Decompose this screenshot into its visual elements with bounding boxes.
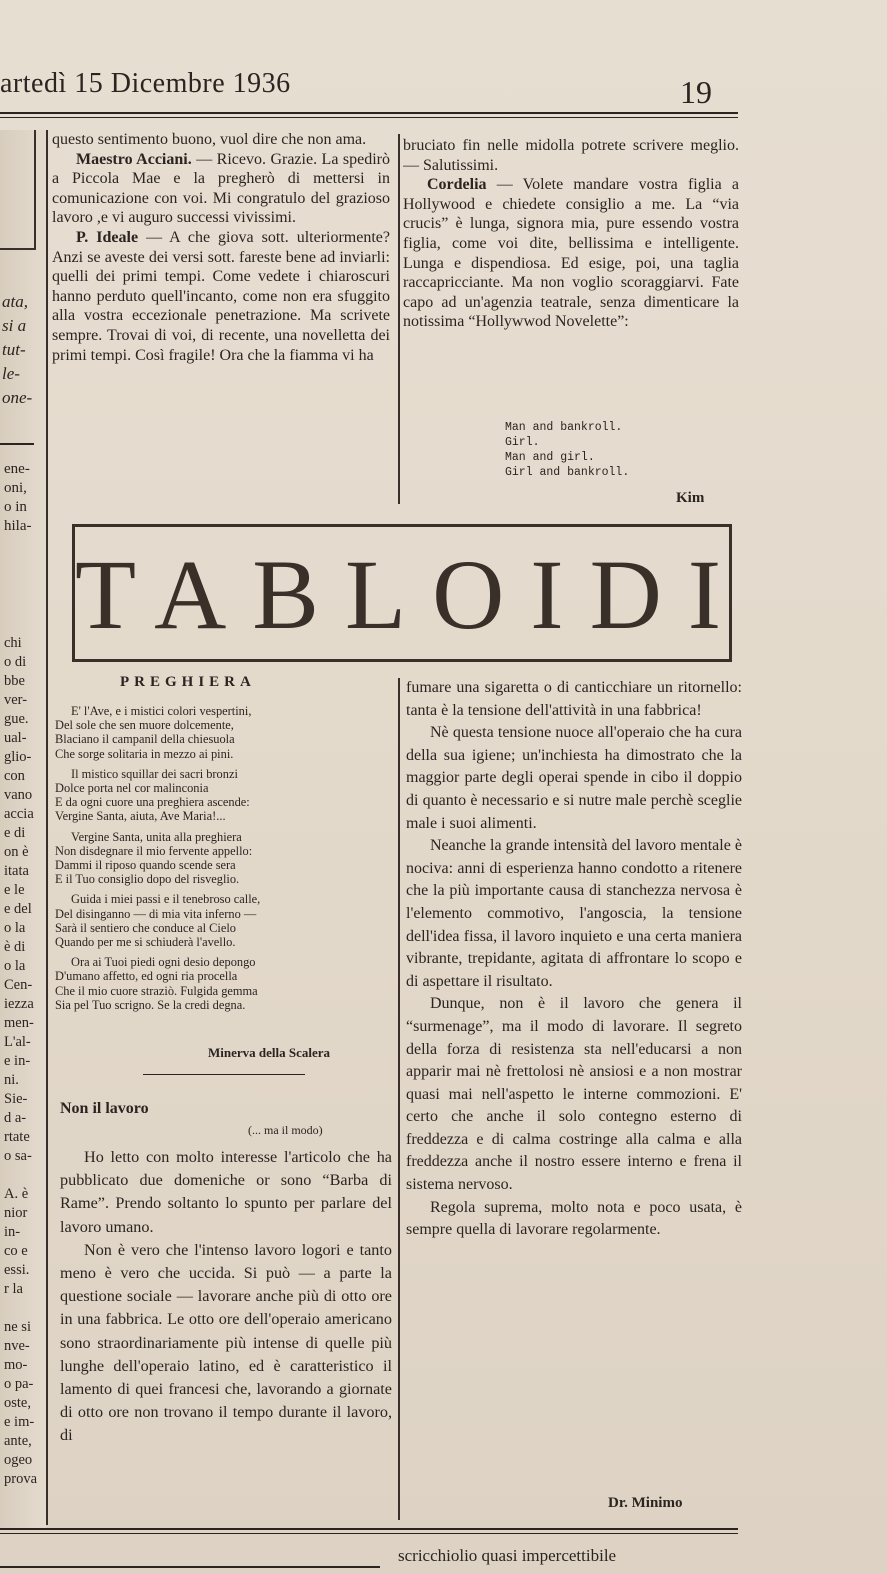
poem-line: Vergine Santa, aiuta, Ave Maria!... — [55, 809, 226, 824]
letter-correspondent: P. Ideale — [76, 228, 139, 246]
left-edge-fragment-line: men- — [4, 1015, 34, 1031]
letter-paragraph — [52, 150, 390, 228]
poem-stanza — [55, 955, 385, 1012]
footer-rule — [0, 1528, 738, 1530]
letter-reply: — A che giova sott. ulteriormente? Anzi se aveste dei versi sott. fareste bene ad inviarli: quelli dei primi tempi. Come vedete i chiaroscuri hanno perduto quell'incanto, come non era sfuggito alla vostra eccezionale penetrazione. Ma scrivete sempre. Trovai di voi, di recente, una novelletta dei primi tempi. Così fragile! Ora che la fiamma vi ha — [52, 228, 390, 364]
left-edge-fragment-line: nior — [4, 1205, 28, 1221]
left-edge-fragment-line: mo- — [4, 1357, 28, 1373]
left-edge-fragment-line: glio- — [4, 749, 32, 765]
article-paragraph: Regola suprema, molto nota e poco usata, è sempre quella di lavorare regolarmente. — [406, 1198, 742, 1239]
letter-paragraph — [52, 130, 390, 150]
letter-reply: bruciato fin nelle midolla potrete scrivere meglio. — Salutissimi. — [403, 137, 739, 174]
article-paragraph: Non è vero che l'intenso lavoro logori e tanto meno è vero che uccida. Si può — a parte la questione sociale — lavorare anche più di otto ore in una fabbrica. Le otto ore dell'operaio americano sono straordinariamente più intense di quelle più lunghe dell'operaio latino, ed è caratteristico il lamento di quei francesi che, lavorando a giornate di otto ore non trovano il tempo durante il lavoro, di — [60, 1240, 392, 1445]
letter-reply: — Volete mandare vostra figlia a Hollywood e chiedete consiglio a me. La “via crucis” è lunga, signora mia, pure essendo vostra figlia, come voi dite, bellissima e intelligente. Lunga e dispendiosa. Ed esige, poi, una taglia raccapricciante. Ma non voglio scoraggiarvi. Fate capo ad un'agenzia teatrale, senza dimenticare la notissima “Hollywwod Novelette”: — [403, 176, 739, 331]
poem-stanza — [55, 830, 385, 887]
left-edge-fragment-line: Sie- — [4, 1091, 28, 1107]
quote-line: Man and girl. — [505, 451, 595, 464]
header-date: artedì 15 Dicembre 1936 — [0, 68, 291, 99]
article-paragraph: Neanche la grande intensità del lavoro mentale è nociva: anni di esperienza hanno condotto a ritenere che la più importante causa di stanchezza nervosa è l'elemento commotivo, l'angoscia, la tensione dell'idea fissa, il lavoro inquieto e una certa maniera vibrante, trepidante, agitata di affrontare lo scopo e di aspettare il risultato. — [406, 837, 742, 990]
left-edge-fragment-line: e di — [4, 825, 26, 841]
poem-body — [55, 704, 385, 1018]
left-edge-fragment-line: ene- — [4, 461, 30, 477]
left-edge-fragment-line: ante, — [4, 1433, 32, 1449]
left-edge-fragment-line: A. è — [4, 1186, 29, 1202]
letter-paragraph — [403, 136, 739, 175]
left-edge-fragment-line: ni. — [4, 1072, 19, 1088]
article-paragraph: Dunque, non è il lavoro che genera il “surmenage”, ma il modo di lavorare. Il segreto della forza di resistenza sta nell'educarsi a non apparir mai nè frettolosi nè ansiosi e a non mostrar quasi mai nell'aspetto le interne commozioni. E' certo che anche il solo contegno esterno di freddezza e di calma costringe alla calma e alla freddezza anche il nostro essere interno e frena il sistema nervoso. — [406, 995, 742, 1194]
masthead-title: TABLOIDI — [75, 539, 748, 650]
column-rule-left — [46, 130, 48, 1525]
left-edge-fragment-line: on è — [4, 844, 29, 860]
article-subtitle: (... ma il modo) — [248, 1123, 323, 1137]
left-edge-fragment-line: chi — [4, 635, 22, 651]
column-rule-bottom — [398, 678, 400, 1520]
letters-column-right — [403, 136, 739, 404]
page-number: 19 — [680, 74, 712, 110]
left-edge-fragment-line: e del — [4, 901, 32, 917]
left-edge-fragment-line: iezza — [4, 996, 34, 1012]
left-edge-fragment-line: è di — [4, 939, 26, 955]
left-edge-fragment-line — [4, 1299, 50, 1318]
tabloidi-masthead — [72, 524, 748, 662]
left-edge-fragment-line: o in — [4, 499, 27, 515]
letters-column-left — [52, 130, 390, 508]
left-edge-lower-fragment — [4, 634, 50, 1489]
column-rule-top — [398, 134, 400, 504]
quote-lines — [505, 420, 629, 480]
poem-stanza — [55, 892, 385, 949]
left-edge-fragment-line: ne si — [4, 1319, 31, 1335]
article-title: Non il lavoro — [60, 1100, 149, 1117]
left-edge-fragment-line: e im- — [4, 1414, 35, 1430]
poem-stanza — [55, 704, 385, 761]
poem-line: Che sorge solitaria in mezzo ai pini. — [55, 746, 234, 761]
left-edge-fragment-line: con — [4, 768, 25, 784]
left-edge-italic-fragment — [2, 290, 48, 410]
left-edge-fragment-line: o di — [4, 654, 27, 670]
article-paragraph: fumare una sigaretta o di canticchiare un ritornello: tanta è la tensione dell'attività in una fabbrica! — [406, 679, 742, 719]
article-author: Dr. Minimo — [608, 1495, 683, 1511]
left-edge-fragment-line: bbe — [4, 673, 25, 689]
poem-stanza — [55, 767, 385, 824]
left-edge-fragment-line: o la — [4, 920, 26, 936]
signature-kim: Kim — [676, 490, 705, 506]
poem-line: E' l'Ave, e i mistici colori vespertini, — [71, 704, 252, 718]
left-edge-fragment-line: rtate — [4, 1129, 30, 1145]
poem-line: Del disinganno — di mia vita inferno — — [55, 906, 257, 921]
left-edge-fragment-line: accia — [4, 806, 34, 822]
left-edge-fragment-line: tut- — [2, 340, 26, 359]
left-edge-fragment-line: L'al- — [4, 1034, 31, 1050]
left-edge-fragment-line: oni, — [4, 480, 27, 496]
left-edge-fragment-line: Cen- — [4, 977, 33, 993]
left-edge-fragment-line: e le — [4, 882, 25, 898]
poem-line: Quando per me si schiuderà l'avello. — [55, 935, 236, 950]
left-edge-fragment-line: co e — [4, 1243, 28, 1259]
footer-rule-lower — [0, 1566, 380, 1568]
left-edge-rule — [0, 443, 34, 445]
poem-line: E da ogni cuore una preghiera ascende: — [55, 795, 250, 810]
left-edge-fragment-line: nve- — [4, 1338, 30, 1354]
poem-line: Che il mio cuore straziò. Fulgida gemma — [55, 983, 258, 998]
left-edge-fragment-line: ver- — [4, 692, 28, 708]
poem-line: Dolce porta nel cor malinconia — [55, 781, 209, 796]
left-edge-fragment-line: le- — [2, 364, 20, 383]
poem-line: D'umano affetto, ed ogni ria procella — [55, 969, 238, 984]
left-edge-fragment-line: prova — [4, 1471, 38, 1487]
left-edge-fragment-line: one- — [2, 388, 33, 407]
poem-line: Ora ai Tuoi piedi ogni desio depongo — [71, 955, 256, 970]
letter-correspondent: Cordelia — [427, 176, 487, 194]
poem-line: E il Tuo consiglio dopo del risveglio. — [55, 872, 240, 887]
poem-line: Guida i miei passi e il tenebroso calle, — [71, 892, 261, 907]
header-rule — [0, 112, 738, 114]
left-edge-fragment-line: ata, — [2, 292, 28, 311]
letter-reply: — Ricevo. Grazie. La spedirò a Piccola Mae e la pregherò di mettersi in comunicazione con voi. Mi congratulo del grazioso lavoro ,e vi auguro successi vivissimi. — [52, 150, 390, 227]
letter-reply: questo sentimento buono, vuol dire che non ama. — [52, 131, 367, 148]
article-column-left — [60, 1146, 392, 1520]
left-edge-fragment-line: ogeo — [4, 1452, 33, 1468]
article-column-right — [406, 677, 742, 1487]
left-edge-fragment-line — [4, 1166, 50, 1185]
article-paragraph: Nè questa tensione nuoce all'operaio che ha cura della sua igiene; un'inchiesta ha dimostrato che la maggior parte degli operai spende in cibo il doppio di quanto è necessario e si nutre male perchè sceglie male i suoi alimenti. — [406, 724, 742, 832]
left-edge-fragment-line: ual- — [4, 730, 27, 746]
quote-line: Man and bankroll. — [505, 421, 623, 434]
poem-line: Sarà il sentiero che conduce al Cielo — [55, 920, 236, 935]
left-edge-fragment-line: gue. — [4, 711, 29, 727]
left-edge-fragment-line: o la — [4, 958, 26, 974]
article-paragraph: Ho letto con molto interesse l'articolo che ha pubblicato due domeniche or sono “Barba di Rame”. Prendo soltanto lo spunto per parlare del lavoro umano. — [60, 1148, 392, 1236]
left-edge-fragment-line: o pa- — [4, 1376, 34, 1392]
header-rule-thin — [0, 117, 738, 118]
poem-line: Del sole che sen muore dolcemente, — [55, 718, 234, 733]
letter-paragraph — [403, 175, 739, 332]
poem-line: Vergine Santa, unita alla preghiera — [71, 829, 242, 844]
left-edge-fragment-line: si a — [2, 316, 27, 335]
left-edge-fragment-line: d a- — [4, 1110, 27, 1126]
article-separator — [143, 1074, 305, 1075]
poem-author: Minerva della Scalera — [208, 1045, 331, 1060]
poem-line: Non disdegnare il mio fervente appello: — [55, 843, 253, 858]
letter-correspondent: Maestro Acciani. — [76, 150, 192, 168]
quote-line: Girl and bankroll. — [505, 466, 630, 479]
left-edge-fragment-line: r la — [4, 1281, 23, 1297]
letter-paragraph — [52, 228, 390, 365]
poem-title: PREGHIERA — [120, 674, 256, 690]
left-edge-fragment-line: oste, — [4, 1395, 31, 1411]
poem-line: Il mistico squillar dei sacri bronzi — [71, 766, 238, 781]
left-edge-fragment-line: vano — [4, 787, 33, 803]
left-box-fragment — [0, 130, 36, 250]
left-edge-fragment-line: essi. — [4, 1262, 30, 1278]
bottom-fragment: scricchiolio quasi impercettibile — [398, 1546, 617, 1565]
left-edge-fragment-line: in- — [4, 1224, 21, 1240]
footer-rule-thin — [0, 1533, 738, 1534]
poem-line: Blaciano il campanil della chiesuola — [55, 732, 235, 747]
left-edge-fragment-line: hila- — [4, 518, 32, 534]
left-edge-upper-fragment — [4, 460, 50, 536]
quote-line: Girl. — [505, 436, 540, 449]
left-edge-fragment-line: o sa- — [4, 1148, 32, 1164]
left-edge-fragment-line: itata — [4, 863, 29, 879]
poem-line: Dammi il riposo quando scende sera — [55, 858, 236, 873]
left-edge-fragment-line: e in- — [4, 1053, 31, 1069]
poem-line: Sia pel Tuo scrigno. Se la credi degna. — [55, 997, 246, 1012]
